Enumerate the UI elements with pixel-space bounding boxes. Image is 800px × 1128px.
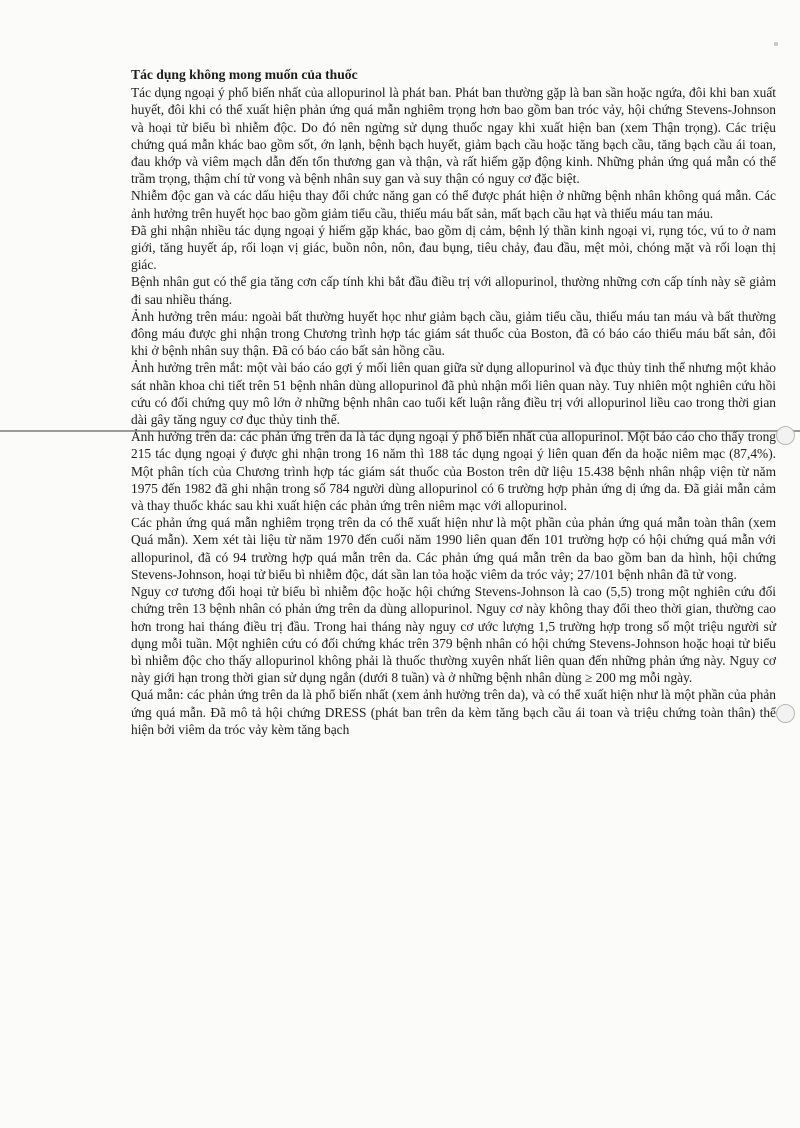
scan-artifact — [774, 42, 778, 46]
document-body — [131, 66, 776, 738]
paragraph-blood: Ảnh hưởng trên máu: ngoài bất thường huyết học như giảm bạch cầu, giảm tiểu cầu, thiếu máu tan máu và bất thường đông máu được ghi nhận trong Chương trình hợp tác giám sát thuốc của Boston, đã có báo cáo thiếu máu bất sản, đôi khi ở bệnh nhân suy thận. Đã có báo cáo bất sản hồng cầu. — [131, 308, 776, 359]
paragraph-hypersensitivity: Quá mẫn: các phản ứng trên da là phổ biến nhất (xem ảnh hưởng trên da), và có thể xuất hiện như là một phần của phản ứng quá mẫn. Đã mô tả hội chứng DRESS (phát ban trên da kèm tăng bạch cầu ái toan và triệu chứng toàn thân) thể hiện bởi viêm da tróc vảy kèm tăng bạch — [131, 687, 776, 737]
punch-hole — [776, 426, 795, 445]
punch-hole — [776, 704, 795, 723]
paragraph-skin: Ảnh hưởng trên da: các phản ứng trên da là tác dụng ngoại ý phổ biến nhất của allopurinol. Một báo cáo cho thấy trong 215 tác dụng ngoại ý được ghi nhận trong 16 năm thì 188 tác dụng ngoại ý liên quan đến da hoặc niêm mạc (87,4%). Một phân tích của Chương trình hợp tác giám sát thuốc của Boston trên dữ liệu 15.438 bệnh nhân nhập viện từ năm 1975 đến 1982 đã ghi nhận trong số 784 người dùng allopurinol có 6 trường hợp phản ứng dị ứng da. Đã giải mẫn cảm và thay thuốc khác sau khi xuất hiện các phản ứng trên niêm mạc với allopurinol. — [131, 429, 776, 514]
paragraph-gout: Bệnh nhân gut có thể gia tăng cơn cấp tính khi bắt đầu điều trị với allopurinol, thường những cơn cấp tính này sẽ giảm đi sau nhiều tháng. — [131, 274, 776, 307]
paragraph-rare-effects: Đã ghi nhận nhiều tác dụng ngoại ý hiếm gặp khác, bao gồm dị cảm, bệnh lý thần kinh ngoại vi, rụng tóc, vú to ở nam giới, tăng huyết áp, rối loạn vị giác, buồn nôn, nôn, đau bụng, tiêu chảy, đau đầu, mệt mỏi, chóng mặt và rối loạn thị giác. — [131, 222, 776, 273]
paragraph-eye: Ảnh hưởng trên mắt: một vài báo cáo gợi ý mối liên quan giữa sử dụng allopurinol và đục thủy tinh thể nhưng một khảo sát nhãn khoa chi tiết trên 51 bệnh nhân dùng allopurinol đã phủ nhận mối liên quan này. Tuy nhiên một nghiên cứu hồi cứu có đối chứng quy mô lớn ở những bệnh nhân cao tuổi kết luận rằng điều trị với allopurinol liều cao trong thời gian dài gây tăng nguy cơ đục thủy tinh thể. — [131, 360, 776, 428]
paragraph-general: Tác dụng ngoại ý phổ biến nhất của allopurinol là phát ban. Phát ban thường gặp là ban sần hoặc ngứa, đôi khi ban xuất huyết, đôi khi có thể xuất hiện phản ứng quá mẫn nghiêm trọng hơn bao gồm ban tróc vảy, hội chứng Stevens-Johnson và hoại tử biểu bì nhiễm độc. Do đó nên ngừng sử dụng thuốc ngay khi xuất hiện ban (xem Thận trọng). Các triệu chứng quá mẫn khác bao gồm sốt, ớn lạnh, bệnh bạch huyết, giảm bạch cầu hoặc tăng bạch cầu, tăng bạch cầu ái toan, đau khớp và viêm mạch dẫn đến tổn thương gan và thận, và rất hiếm gặp động kinh. Những phản ứng quá mẫn có thể trầm trọng, thậm chí tử vong và bệnh nhân suy gan và suy thận có nguy cơ đặc biệt. — [131, 85, 776, 187]
section-title: Tác dụng không mong muốn của thuốc — [131, 67, 358, 82]
paragraph-skin-hypersensitivity: Các phản ứng quá mẫn nghiêm trọng trên da có thể xuất hiện như là một phần của phản ứng quá mẫn toàn thân (xem Quá mẫn). Xem xét tài liệu từ năm 1970 đến cuối năm 1990 liên quan đến 101 trường hợp có hội chứng quá mẫn với allopurinol, đã có 94 trường hợp quá mẫn trên da. Các phản ứng quá mẫn trên da bao gồm ban da hình, hội chứng Stevens-Johnson, hoại tử biểu bì nhiễm độc, dát sần lan tỏa hoặc viêm da tróc vảy; 27/101 bệnh nhân đã tử vong. — [131, 515, 776, 582]
paragraph-relative-risk: Nguy cơ tương đối hoại tử biểu bì nhiễm độc hoặc hội chứng Stevens-Johnson là cao (5,5) trong một nghiên cứu đối chứng trên 13 bệnh nhân có phản ứng trên da dùng allopurinol. Nguy cơ này không thay đổi theo thời gian, thường cao hơn trong hai tháng điều trị đầu. Trong hai tháng này nguy cơ ước lượng 1,5 trường hợp trong số một triệu người sử dụng mỗi tuần. Một nghiên cứu có đối chứng khác trên 379 bệnh nhân có hội chứng Stevens-Johnson hoặc hoại tử biểu bì nhiễm độc cho thấy allopurinol không phải là thuốc thường xuyên nhất liên quan đến những phản ứng này. Nguy cơ này giới hạn trong thời gian sử dụng ngắn (dưới 8 tuần) và ở những bệnh nhân dùng ≥ 200 mg mỗi ngày. — [131, 584, 776, 686]
paragraph-hepatotoxicity: Nhiễm độc gan và các dấu hiệu thay đổi chức năng gan có thể được phát hiện ở những bệnh nhân không quá mẫn. Các ảnh hưởng trên huyết học bao gồm giảm tiểu cầu, thiếu máu bất sản, mất bạch cầu hạt và thiếu máu tan máu. — [131, 188, 776, 221]
